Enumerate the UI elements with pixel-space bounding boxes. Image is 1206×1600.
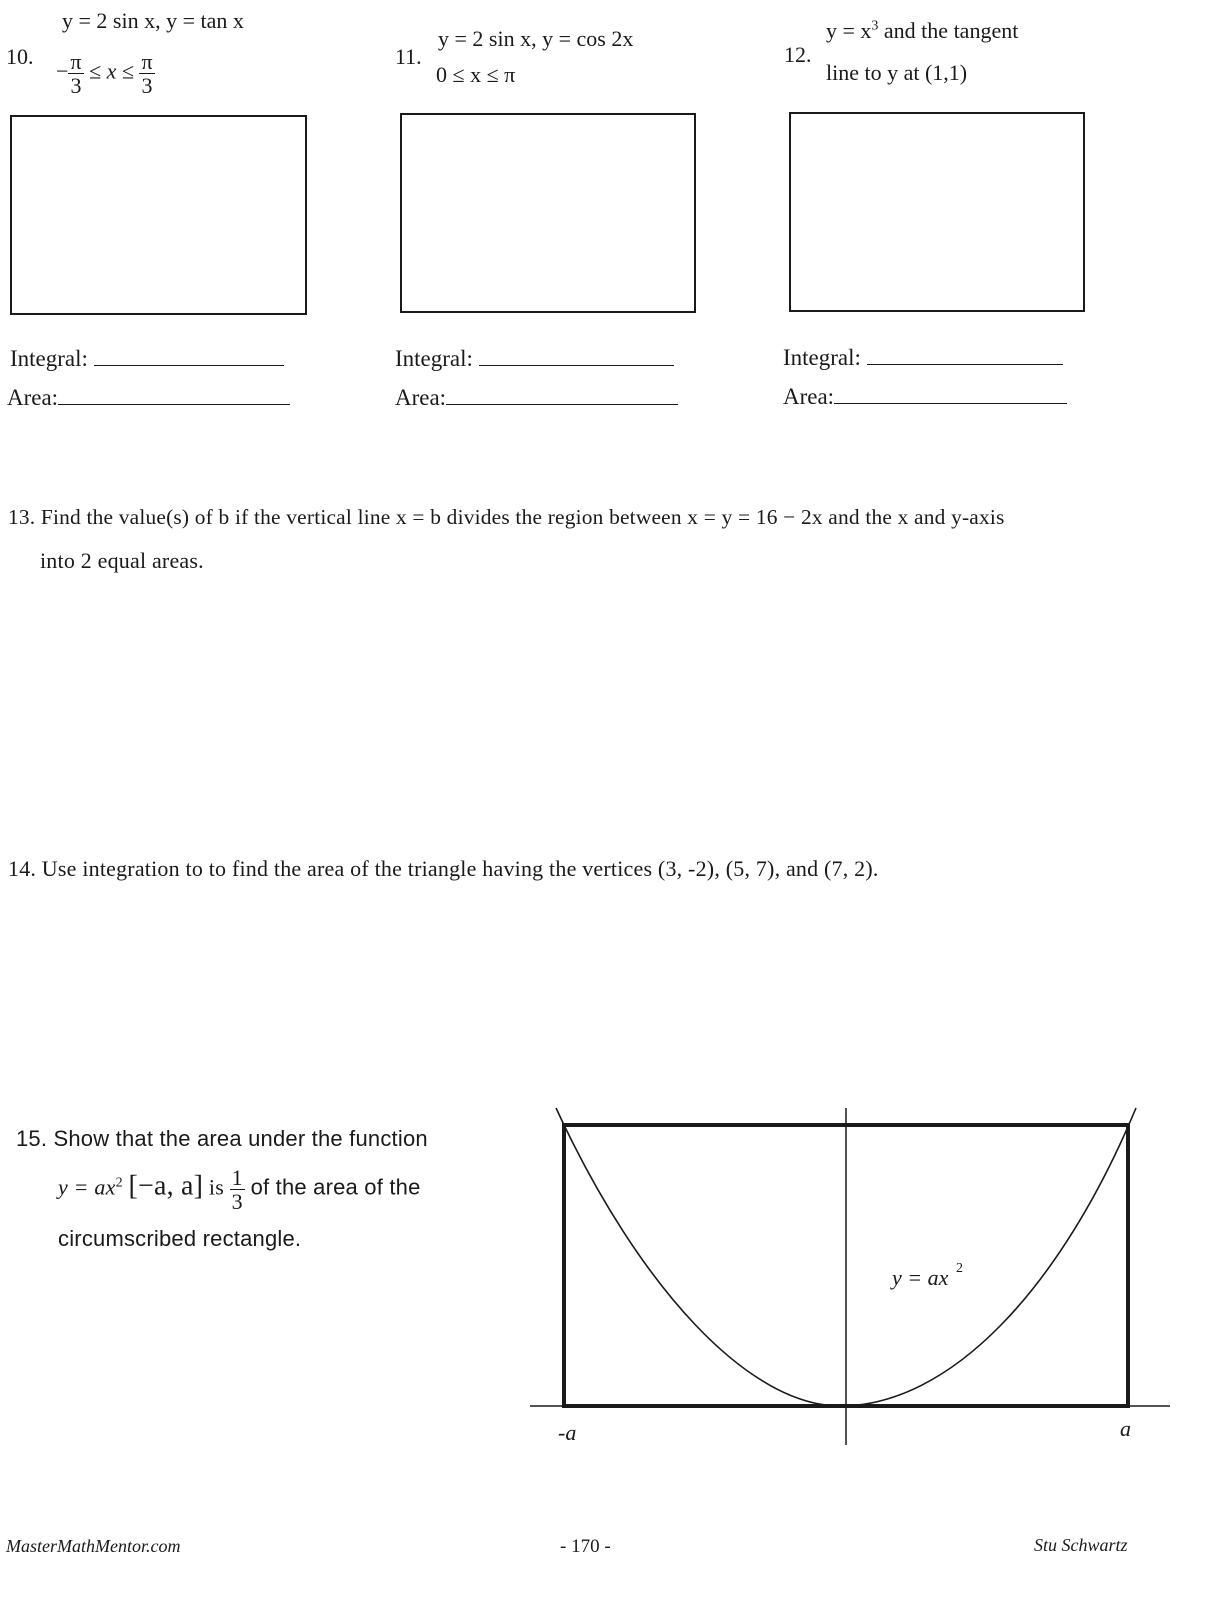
problem-12-line2: line to y at (1,1) [826, 60, 968, 85]
problem-11-sketch-box [400, 113, 696, 313]
footer-page-number: - 170 - [560, 1536, 611, 1557]
p15-eq-exponent: 2 [115, 1175, 123, 1191]
problem-11-number: 11. [395, 44, 422, 69]
problem-10-sketch-box [10, 115, 307, 315]
problem-14-text: 14. Use integration to to find the area of the triangle having the vertices (3, -2), (5, 7), and (7, 2). [8, 856, 879, 881]
p15-eq-prefix: y = ax [58, 1174, 116, 1200]
problem-11-area-row [395, 385, 678, 411]
problem-13-text-line2: into 2 equal areas. [40, 548, 204, 573]
problem-13-text: 13. Find the value(s) of b if the vertical line x = b divides the region between x = y = 16 − 2x and the x and y-axis [8, 505, 1005, 529]
integral-label: Integral: [10, 346, 88, 371]
area-answer-line[interactable] [834, 402, 1067, 404]
p15-frac-den: 3 [231, 1189, 243, 1215]
bound-right-numerator: π [141, 49, 153, 74]
bound-left-denominator: 3 [68, 73, 83, 97]
eq-exponent: 3 [871, 18, 879, 34]
integral-answer-line[interactable] [867, 363, 1063, 365]
problem-10-equation: y = 2 sin x, y = tan x [62, 8, 244, 33]
area-answer-line[interactable] [58, 403, 290, 405]
problem-12-sketch-box [789, 112, 1085, 312]
footer-website: MasterMathMentor.com [6, 1536, 181, 1556]
integral-answer-line[interactable] [479, 364, 674, 366]
left-bound-label: -a [558, 1420, 577, 1445]
curve-label: y = ax [892, 1265, 949, 1290]
p15-line2-suffix: of the area of the [250, 1174, 421, 1200]
eq-prefix: y = x [826, 18, 872, 43]
problem-11-bounds: 0 ≤ x ≤ π [436, 62, 516, 87]
p15-is: is [208, 1174, 224, 1200]
problem-10-area-row [7, 385, 290, 411]
area-label: Area: [395, 385, 447, 410]
problem-12-area-row [783, 384, 1067, 410]
problem-10-number: 10. [6, 44, 34, 69]
area-label: Area: [7, 385, 59, 410]
problem-15-line2 [58, 1166, 421, 1213]
area-label: Area: [783, 384, 835, 409]
problem-10-bounds [56, 50, 155, 97]
curve-label-exponent: 2 [956, 1261, 963, 1276]
bound-minus: − [56, 58, 69, 84]
p15-frac-num: 1 [231, 1165, 243, 1190]
p15-interval: [−a, a] [128, 1170, 204, 1202]
problem-12-equation [826, 18, 1018, 44]
problem-11-integral-row [395, 346, 674, 372]
eq-suffix: and the tangent [878, 18, 1019, 43]
bound-left-numerator: π [70, 49, 82, 74]
parabola-figure [520, 1100, 1170, 1460]
area-answer-line[interactable] [446, 403, 678, 405]
right-bound-label: a [1120, 1416, 1131, 1441]
problem-11-equation: y = 2 sin x, y = cos 2x [438, 26, 634, 51]
integral-answer-line[interactable] [94, 364, 284, 366]
bound-right-denominator: 3 [139, 73, 154, 97]
problem-15-line1: 15. Show that the area under the function [16, 1126, 428, 1151]
problem-10-integral-row [10, 346, 284, 372]
footer-author: Stu Schwartz [1034, 1535, 1128, 1555]
problem-15-line3: circumscribed rectangle. [58, 1226, 302, 1251]
problem-12-integral-row [783, 345, 1063, 371]
integral-label: Integral: [395, 346, 473, 371]
integral-label: Integral: [783, 345, 861, 370]
bound-mid: ≤ x ≤ [89, 58, 134, 84]
problem-12-number: 12. [784, 42, 812, 67]
